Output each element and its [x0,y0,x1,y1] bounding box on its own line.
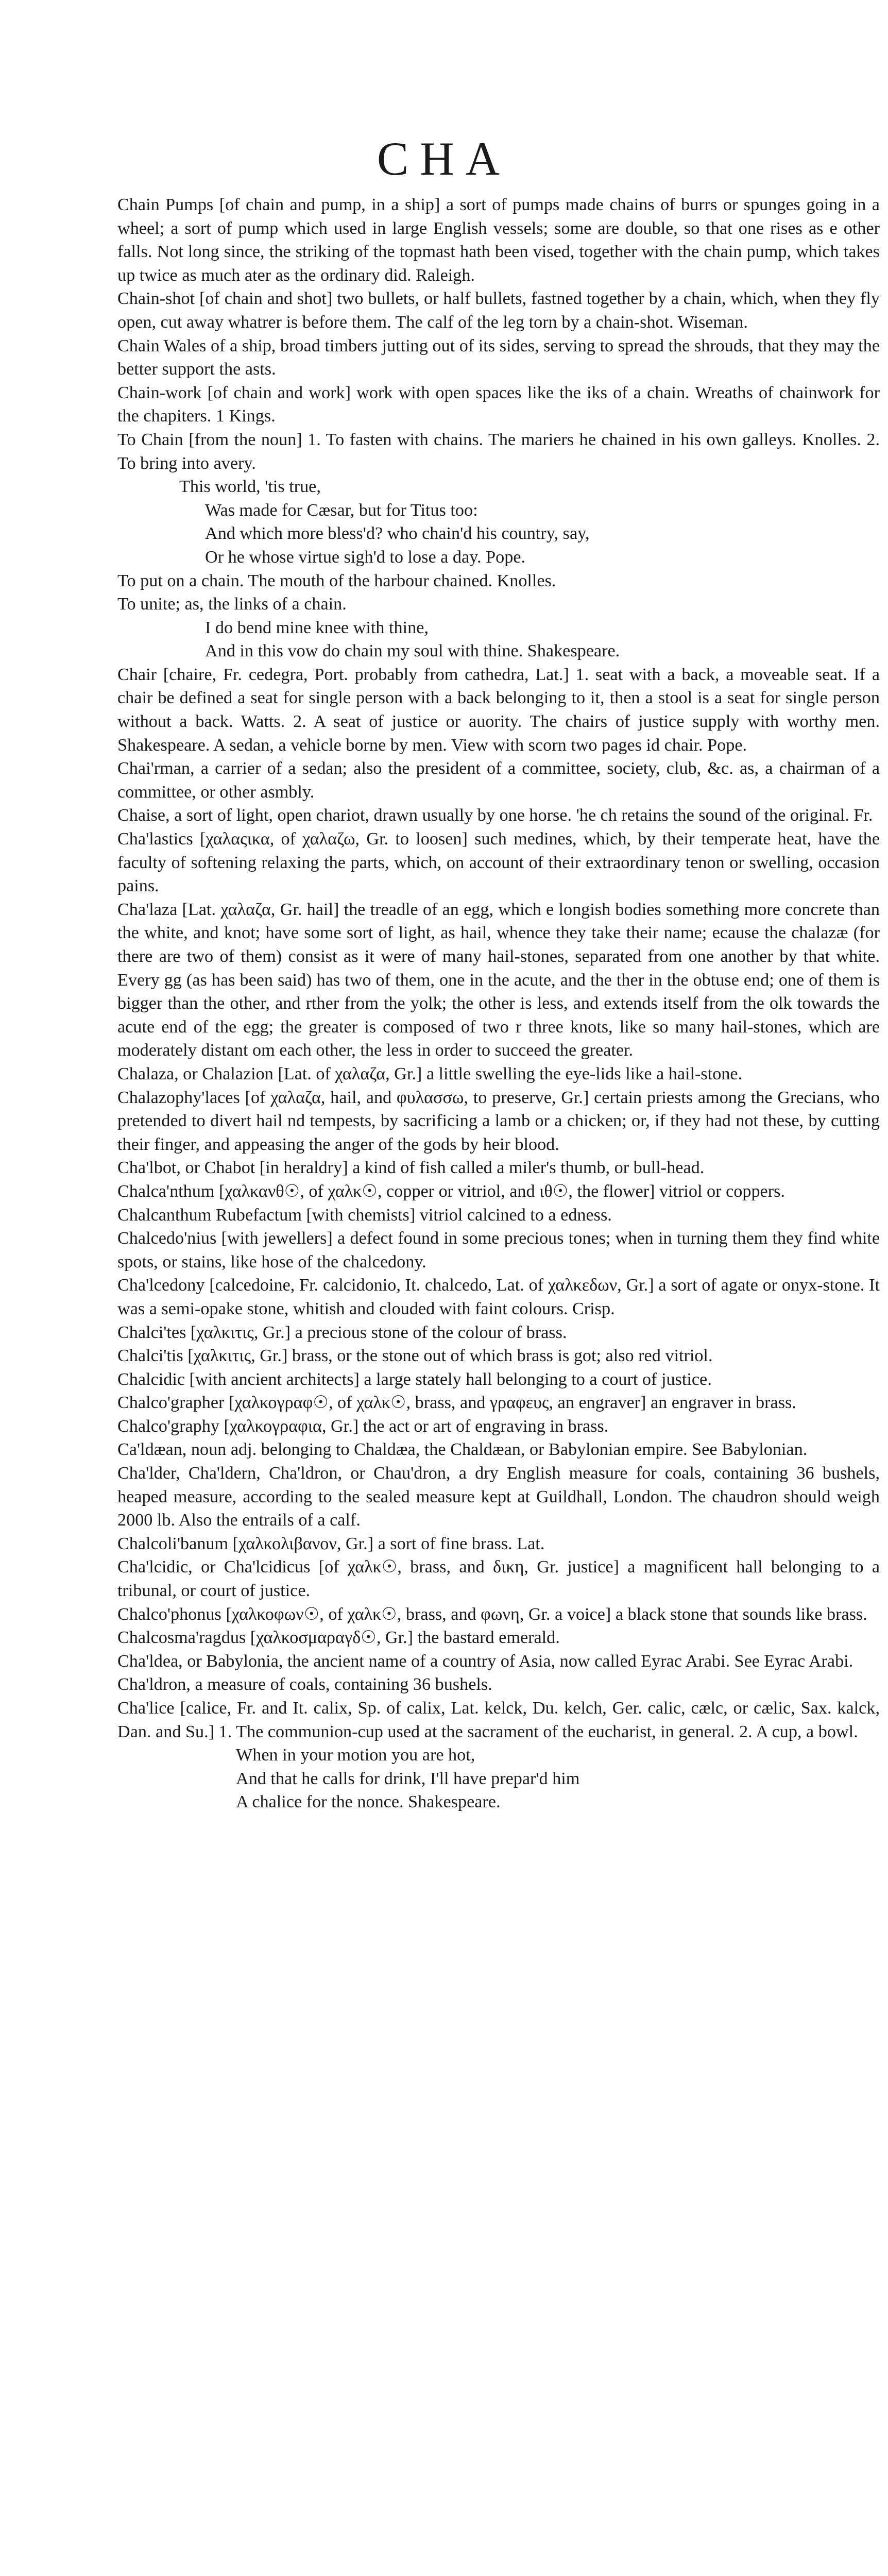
dictionary-entry: To Chain [from the noun] 1. To fasten with chains. The mariers he chained in his own galleys. Knolles. 2. To bring into avery. [117,430,880,473]
dictionary-entry: To put on a chain. The mouth of the harbour chained. Knolles. [117,571,556,590]
dictionary-entry: Cha'lcedony [calcedoine, Fr. calcidonio, It. chalcedo, Lat. of χαλκεδων, Gr.] a sort of agate or onyx-stone. It was a semi-opake stone, whitish and clouded with faint colours. Crisp. [117,1276,880,1318]
dictionary-entry: Chalcoli'banum [χαλκολιβανον, Gr.] a sort of fine brass. Lat. [117,1534,545,1553]
dictionary-entry: Cha'lder, Cha'ldern, Cha'ldron, or Chau'dron, a dry English measure for coals, containing 36 bushels, heaped measure, according to the sealed measure kept at Guildhall, London. The chaudron should weigh 2000 lb. Also the entrails of a calf. [117,1464,880,1530]
quotation-line: Was made for Cæsar, but for Titus too: [205,500,478,520]
quotation-line: A chalice for the nonce. Shakespeare. [236,1792,501,1812]
dictionary-entry: Chalci'tes [χαλκιτις, Gr.] a precious stone of the colour of brass. [117,1323,567,1342]
quotation-block [179,616,880,663]
dictionary-entry: To unite; as, the links of a chain. [117,595,347,614]
quotation-block [210,1743,880,1814]
quotation-line: I do bend mine knee with thine, [205,618,429,637]
dictionary-entry: Chalcosma'ragdus [χαλκοσμαραγδ☉, Gr.] the bastard emerald. [117,1628,560,1648]
dictionary-entry: Chair [chaire, Fr. cedegra, Port. probably from cathedra, Lat.] 1. seat with a back, a moveable seat. If a chair be defined a seat for single person with a back belonging to it, then a stool is a seat for single person without a back. Watts. 2. A seat of justice or auority. The chairs of justice supply with worthy men. Shakespeare. A sedan, a vehicle borne by men. View with scorn two pages id chair. Pope. [117,665,880,755]
dictionary-entry: Chalci'tis [χαλκιτις, Gr.] brass, or the stone out of which brass is got; also red vitriol. [117,1346,713,1366]
dictionary-entry: Cha'laza [Lat. χαλαζα, Gr. hail] the treadle of an egg, which e longish bodies something more concrete than the white, and knot; have some sort of light, as hail, whence they take their name; ecause the chalazæ (for there are two of them) consist as it were of many hail-stones, separated from one another by that white. Every gg (as has been said) has two of them, one in the acute, and the ther in the obtuse end; one of them is bigger than the other, and rther from the yolk; the other is less, and extends itself from the olk towards the acute end of the egg; the greater is composed of two r three knots, like so many hail-stones, which are moderately distant om each other, the less in order to succeed the greater. [117,900,880,1060]
dictionary-entry: Chalco'phonus [χαλκοφων☉, of χαλκ☉, brass, and φωνη, Gr. a voice] a black stone that sounds like brass. [117,1604,867,1624]
dictionary-entry: Chain Wales of a ship, broad timbers jutting out of its sides, serving to spread the shrouds, that they may the better support the asts. [117,336,880,379]
dictionary-entry: Chain Pumps [of chain and pump, in a ship] a sort of pumps made chains of burrs or spunges going in a wheel; a sort of pump which used in large English vessels; some are double, so that one rises as e other falls. Not long since, the striking of the topmast hath been vised, together with the chain pump, which takes up twice as much ater as the ordinary did. Raleigh. [117,195,880,285]
dictionary-entry: Chalcanthum Rubefactum [with chemists] vitriol calcined to a edness. [117,1205,612,1225]
quotation-line: And that he calls for drink, I'll have prepar'd him [236,1769,580,1788]
dictionary-entry: Cha'lcidic, or Cha'lcidicus [of χαλκ☉, brass, and δικη, Gr. justice] a magnificent hall belonging to a tribunal, or court of justice. [117,1557,880,1601]
dictionary-entry: Chaise, a sort of light, open chariot, drawn usually by one horse. 'he ch retains the sound of the original. Fr. [117,806,873,825]
dictionary-entry: Cha'ldron, a measure of coals, containing 36 bushels. [117,1675,492,1694]
dictionary-entry: Cha'lice [calice, Fr. and It. calix, Sp. of calix, Lat. kelck, Du. kelch, Ger. calic, cælc, or cælic, Sax. kalck, Dan. and Su.] 1. The communion-cup used at the sacrament of the eucharist, in general. 2. A cup, a bowl. [117,1699,880,1741]
dictionary-entry: Chalcedo'nius [with jewellers] a defect found in some precious tones; when in turning them they find white spots, or stains, like hose of the chalcedony. [117,1229,880,1272]
dictionary-entry: Chalca'nthum [χαλκανθ☉, of χαλκ☉, copper or vitriol, and ιθ☉, the flower] vitriol or coppers. [117,1181,785,1201]
dictionary-entry: Chain-work [of chain and work] work with open spaces like the iks of a chain. Wreaths of chainwork for the chapiters. 1 Kings. [117,383,880,426]
dictionary-entry: Chai'rman, a carrier of a sedan; also the president of a committee, society, club, &c. as, a chairman of a committee, or other asmbly. [117,759,880,802]
dictionary-entry: Chalaza, or Chalazion [Lat. of χαλαζα, Gr.] a little swelling the eye-lids like a hail-stone. [117,1064,743,1083]
dictionary-entry: Chalco'grapher [χαλκογραφ☉, of χαλκ☉, brass, and γραφευς, an engraver] an engraver in brass. [117,1393,796,1413]
dictionary-entry: Chain-shot [of chain and shot] two bullets, or half bullets, fastned together by a chain, which, when they fly open, cut away whatrer is before them. The calf of the leg torn by a chain-shot. Wiseman. [117,289,880,332]
dictionary-entry: Ca'ldæan, noun adj. belonging to Chaldæa, the Chaldæan, or Babylonian empire. See Babylonian. [117,1440,808,1460]
dictionary-entry: Cha'lbot, or Chabot [in heraldry] a kind of fish called a miler's thumb, or bull-head. [117,1158,705,1178]
dictionary-entry: Cha'lastics [χαλαςικα, of χαλαζω, Gr. to loosen] such medines, which, by their temperate heat, have the faculty of softening relaxing the parts, which, on account of their extraordinary tenon or swelling, occasion pains. [117,829,880,896]
dictionary-column [117,193,880,1814]
dictionary-entry: Chalazophy'laces [of χαλαζα, hail, and φυλασσω, to preserve, Gr.] certain priests among the Grecians, who pretended to divert hail nd tempests, by sacrificing a lamb or a chicken; or, if they had not these, by cutting their finger, and appeasing the anger of the gods by heir blood. [117,1088,880,1154]
dictionary-entry: Chalcidic [with ancient architects] a large stately hall belonging to a court of justice. [117,1369,712,1389]
dictionary-entry: Cha'ldea, or Babylonia, the ancient name of a country of Asia, now called Eyrac Arabi. See Eyrac Arabi. [117,1651,853,1671]
quotation-line: And in this vow do chain my soul with thine. Shakespeare. [205,641,620,661]
quotation-line: This world, 'tis true, [179,477,321,497]
quotation-line: Or he whose virtue sigh'd to lose a day. Pope. [205,547,526,567]
quotation-line: When in your motion you are hot, [236,1745,475,1765]
quotation-line: And which more bless'd? who chain'd his country, say, [205,524,590,544]
quotation-block [179,475,880,569]
running-head: CHA [377,132,511,185]
dictionary-entry: Chalco'graphy [χαλκογραφια, Gr.] the act or art of engraving in brass. [117,1416,609,1436]
